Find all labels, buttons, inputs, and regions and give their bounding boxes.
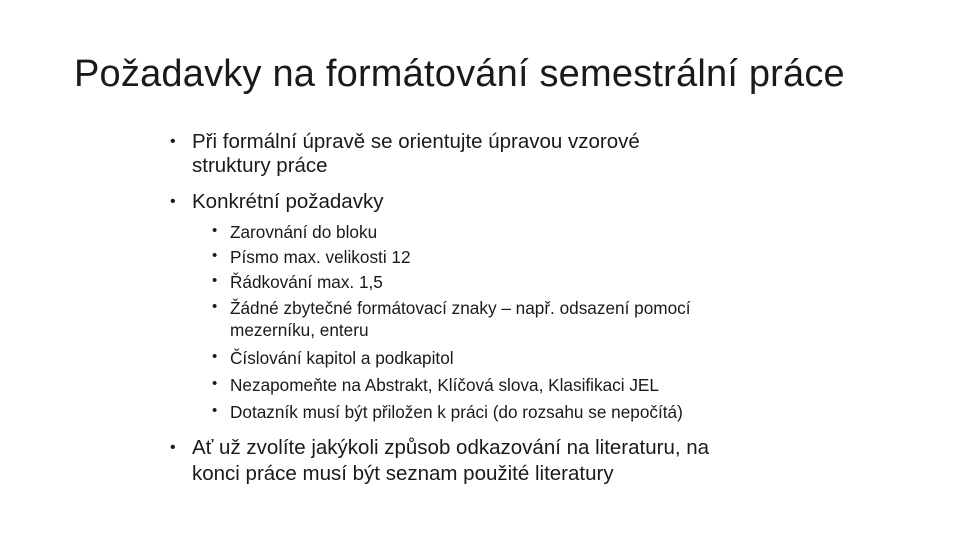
bullet-text-line: Číslování kapitol a podkapitol xyxy=(230,348,454,368)
bullet-dot-icon: • xyxy=(212,272,218,289)
bullet-text-line: mezerníku, enteru xyxy=(230,320,369,340)
bullet-dot-icon: • xyxy=(212,402,218,419)
bullet-dot-icon: • xyxy=(212,247,218,264)
bullet-text-line: konci práce musí být seznam použité literatury xyxy=(192,462,614,485)
bullet-text-line: Konkrétní požadavky xyxy=(192,190,384,213)
bullet-text-line: Zarovnání do bloku xyxy=(230,222,378,242)
bullet-dot-icon: • xyxy=(170,439,176,456)
bullet-text-line: Při formální úpravě se orientujte úpravou vzorové xyxy=(192,130,640,153)
bullet-text-line: Ať už zvolíte jakýkoli způsob odkazování na literaturu, na xyxy=(192,436,710,459)
bullet-text-line: Písmo max. velikosti 12 xyxy=(230,247,411,267)
bullet-text-line: Dotazník musí být přiložen k práci (do rozsahu se nepočítá) xyxy=(230,402,683,422)
bullet-dot-icon: • xyxy=(212,222,218,239)
slide-title: Požadavky na formátování semestrální práce xyxy=(74,53,845,95)
bullet-text-line: Žádné zbytečné formátovací znaky – např. odsazení pomocí xyxy=(230,298,691,318)
bullet-dot-icon: • xyxy=(170,193,176,210)
bullet-dot-icon: • xyxy=(212,375,218,392)
bullet-dot-icon: • xyxy=(212,348,218,365)
bullet-text-line: struktury práce xyxy=(192,154,328,177)
bullet-text-line: Nezapomeňte na Abstrakt, Klíčová slova, Klasifikaci JEL xyxy=(230,375,659,395)
bullet-dot-icon: • xyxy=(212,298,218,315)
bullet-dot-icon: • xyxy=(170,133,176,150)
bullet-text-line: Řádkování max. 1,5 xyxy=(230,272,383,292)
